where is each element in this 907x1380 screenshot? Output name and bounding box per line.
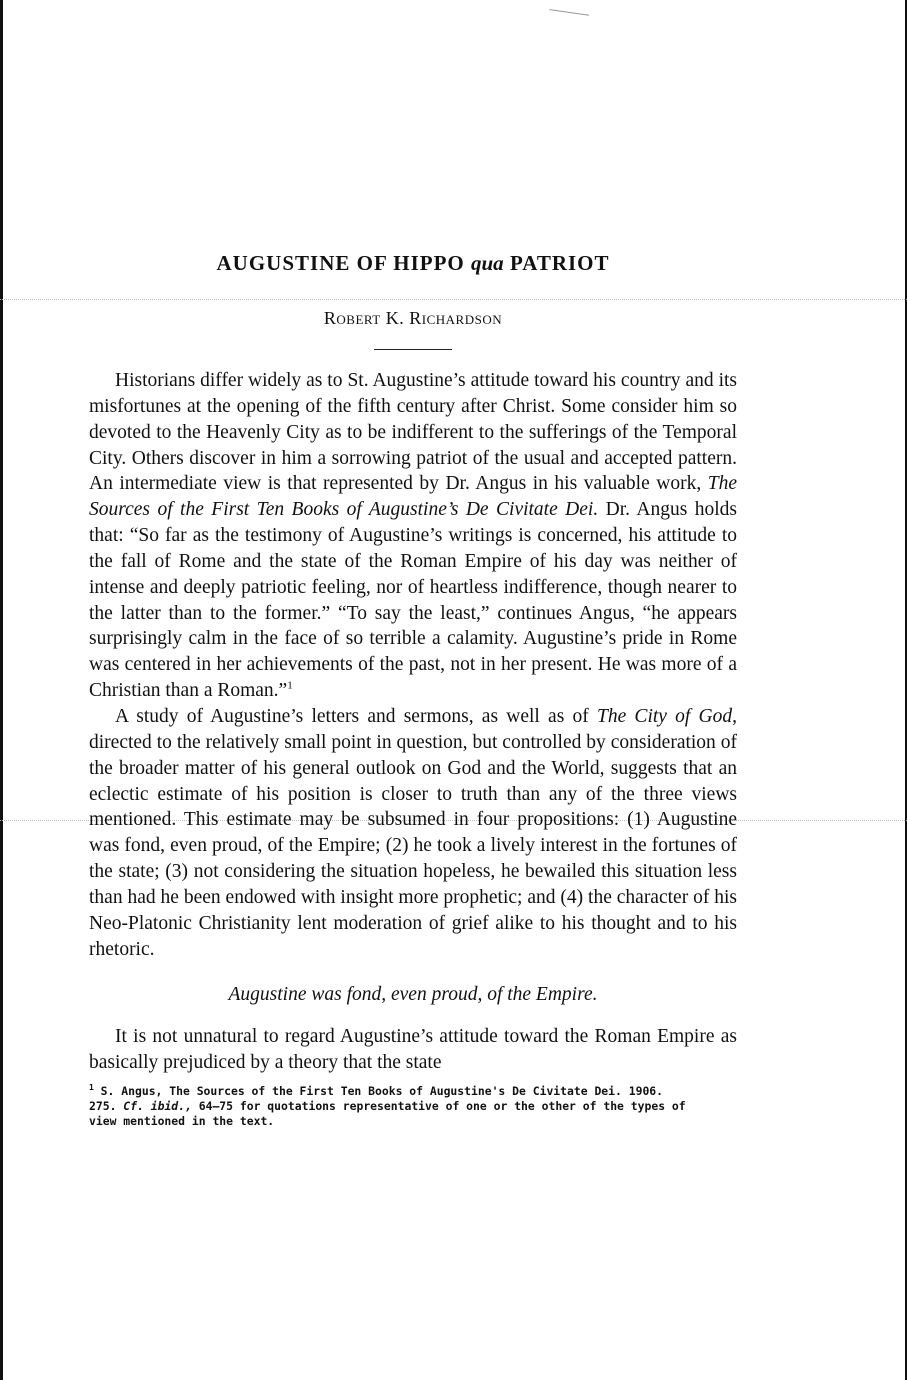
paragraph-2 — [89, 704, 737, 962]
footnote-line-2: 275. Cf. ibid., 64–75 for quotations representative of one or the other of the types of — [89, 1099, 686, 1114]
p2-text-a: A study of Augustine’s letters and sermons, as well as of — [115, 705, 597, 727]
title-rest: PATRIOT — [503, 251, 610, 275]
article-author: Robert K. Richardson — [323, 308, 503, 328]
scan-edge-left — [0, 0, 3, 1380]
footnote-line-3: view mentioned in the text. — [89, 1114, 275, 1129]
p2-text-b: directed to the relatively small point in question, but controlled by consideration of the broader matter of his general outlook on God and the World, suggests that an eclectic estimate of his position is closer to truth than any of the three views mentioned. This estimate may be subsumed in four propositions: (1) Augustine was fond, even proud, of the Empire; (2) he took a lively interest in the fortunes of the state; (3) not considering the situation hopeless, he bewailed this situation less than had he been endowed with insight more prophetic; and (4) the character of his Neo-Platonic Christianity lent moderation of grief alike to his thought and to his rhetoric. — [89, 731, 737, 960]
p2-italic-title: The City of God, — [596, 705, 737, 727]
scan-mark — [549, 0, 590, 16]
title-italic: qua — [471, 251, 504, 275]
footnote-marker: 1 — [89, 1083, 94, 1093]
p1-italic-title: The Sources of the First Ten Books of Augustine’s De Civitate Dei. — [89, 473, 737, 521]
document-page — [89, 251, 737, 1129]
title-main: AUGUSTINE OF HIPPO — [216, 251, 471, 275]
section-heading: Augustine was fond, even proud, of the Empire. — [228, 984, 598, 1006]
footnote-line-1: $^1$ S. Angus, The Sources of the First Ten Books of Augustine's De Civitate Dei. 1906. — [89, 1083, 664, 1099]
footnote-reference: 1 — [287, 679, 293, 692]
title-divider — [374, 349, 452, 350]
paragraph-3: It is not unnatural to regard Augustine’s attitude toward the Roman Empire as basically prejudiced by a theory that the state — [89, 1026, 737, 1074]
p1-text-a: Historians differ widely as to St. Augustine’s attitude toward his country and its misfortunes at the opening of the fifth century after Christ. Some consider him so devoted to the Heavenly City as to be indifferent to the sufferings of the Temporal City. Others discover in him a sorrowing patriot of the usual and accepted pattern. An intermediate view is that represented by Dr. Angus in his valuable work, — [89, 370, 737, 495]
p1-text-b: Dr. Angus holds that: “So far as the testimony of Augustine’s writings is concerned, his attitude to the fall of Rome and the state of the Roman Empire of his day was neither of intense and deeply patriotic feeling, nor of heartless indifference, though nearer to the latter than to the former.” “To say the least,” continues Angus, “he appears surprisingly calm in the face of so terrible a calamity. Augustine’s pride in Rome was centered in her achievements of the past, not in her present. He was more of a Christian than a Roman.” — [89, 499, 737, 702]
footnotes — [89, 1084, 737, 1129]
paragraph-1 — [89, 368, 737, 704]
article-title — [89, 251, 737, 276]
